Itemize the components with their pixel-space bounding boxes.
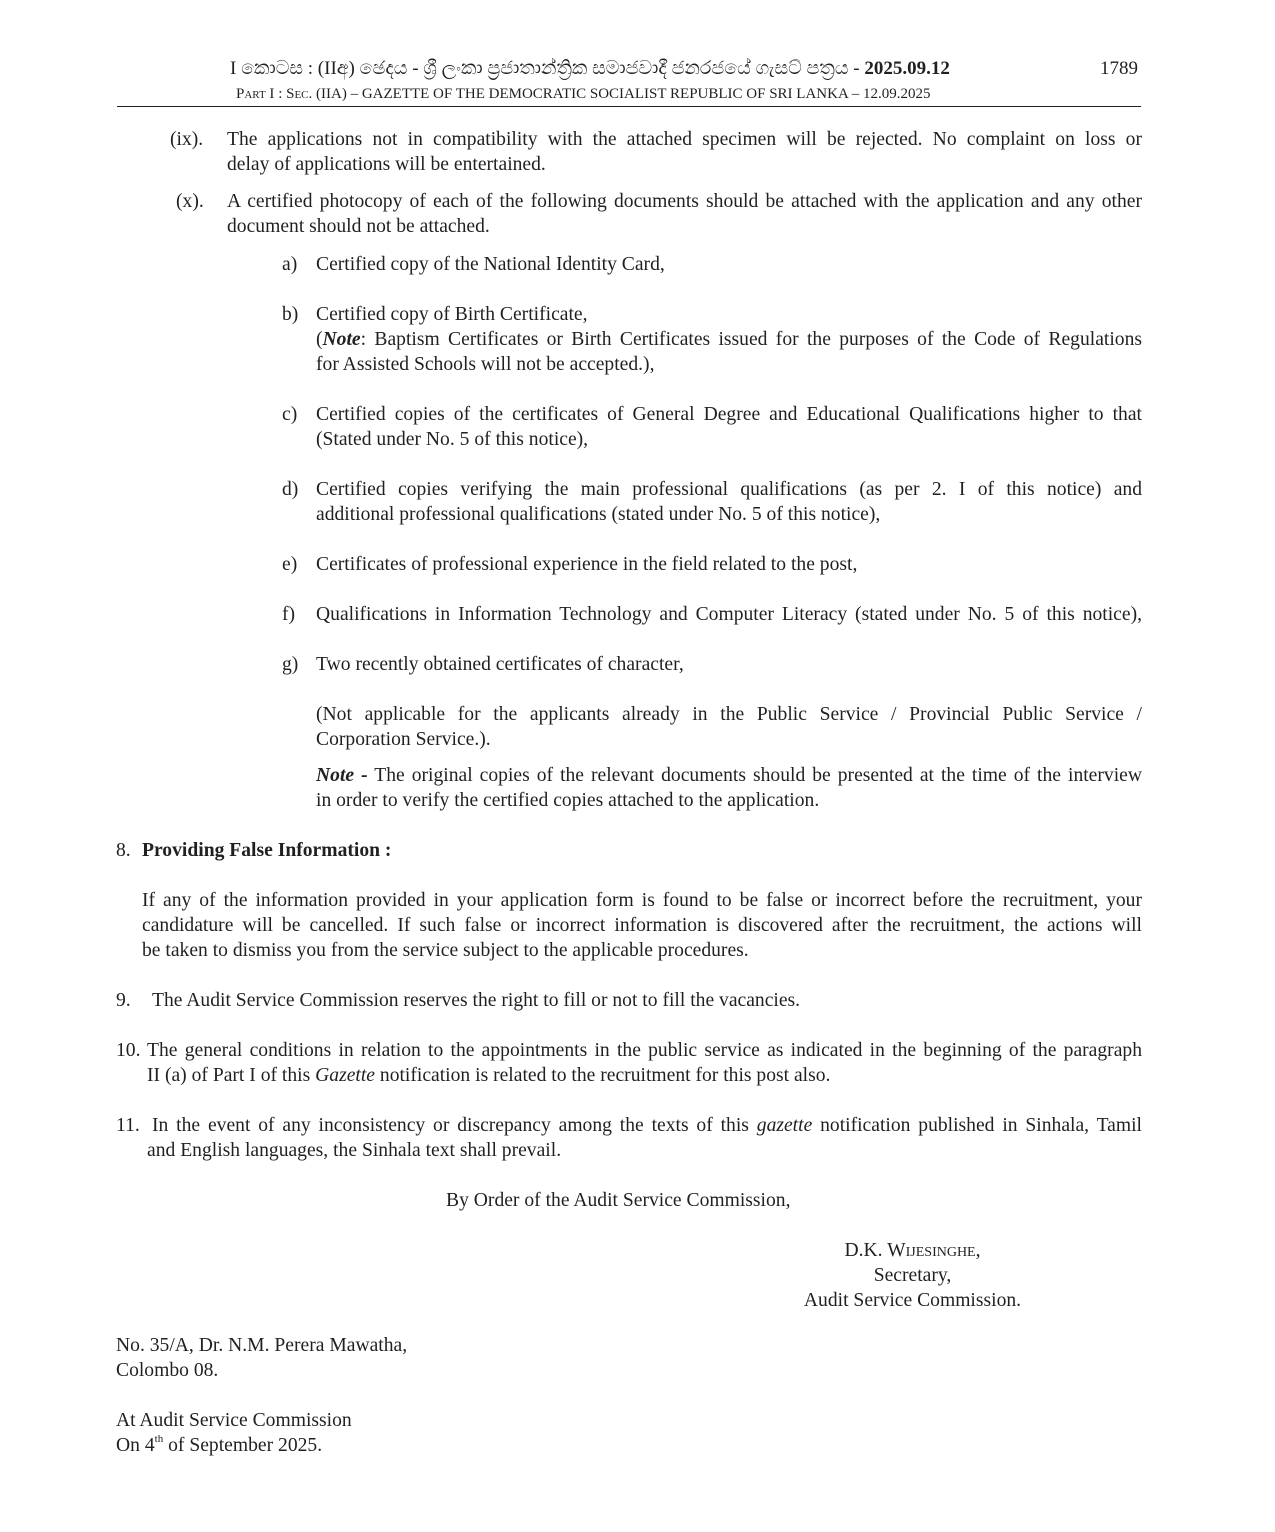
doc-g-text: Two recently obtained certificates of character, xyxy=(316,654,684,675)
header-rule xyxy=(117,106,1141,107)
section8-line3: be taken to dismiss you from the service subject to the applicable procedures. xyxy=(142,940,749,961)
not-applicable-line2: Corporation Service.). xyxy=(316,729,491,750)
dated-line1: At Audit Service Commission xyxy=(116,1410,352,1431)
signatory-name-text: D.K. Wijesinghe, xyxy=(844,1240,981,1261)
signatory-name xyxy=(780,1238,1045,1263)
sinhala-header-date: 2025.09.12 xyxy=(864,58,950,79)
section10-line2-pre: II (a) of Part I of this xyxy=(147,1065,316,1086)
doc-c-line1: Certified copies of the certificates of General Degree and Educational Qualifications higher to that xyxy=(316,404,1142,425)
doc-a-text: Certified copy of the National Identity Card, xyxy=(316,254,665,275)
by-order-line: By Order of the Audit Service Commission, xyxy=(446,1190,791,1211)
item-ix-line2: delay of applications will be entertained. xyxy=(227,154,546,175)
item-x-line2: document should not be attached. xyxy=(227,216,490,237)
section9-number: 9. xyxy=(116,990,131,1011)
section8-line1: If any of the information provided in your application form is found to be false or incorrect before the recruitment, your xyxy=(142,890,1142,911)
dated-line2 xyxy=(116,1433,322,1458)
dated-ordinal-suffix: th xyxy=(154,1433,164,1445)
section9-text: The Audit Service Commission reserves the right to fill or not to fill the vacancies. xyxy=(152,990,801,1011)
doc-b-line1: Certified copy of Birth Certificate, xyxy=(316,304,588,325)
page-number: 1789 xyxy=(1100,58,1138,79)
section11-number: 11. xyxy=(116,1115,140,1136)
signatory-organization: Audit Service Commission. xyxy=(803,1290,1022,1311)
section11-line1-post: notification published in Sinhala, Tamil xyxy=(812,1115,1142,1136)
doc-b-line2-rest: : Baptism Certificates or Birth Certificates issued for the purposes of the Code of Regulations xyxy=(360,329,1142,350)
note-line2: in order to verify the certified copies attached to the application. xyxy=(316,790,820,811)
item-ix-line1: The applications not in compatibility with the attached specimen will be rejected. No complaint on loss or xyxy=(227,129,1142,150)
item-x-number: (x). xyxy=(176,191,204,212)
section11-line1-pre: In the event of any inconsistency or discrepancy among the texts of this xyxy=(152,1115,757,1136)
doc-f-text: Qualifications in Information Technology and Computer Literacy (stated under No. 5 of this notice), xyxy=(316,604,1142,625)
doc-b-line2 xyxy=(316,327,1142,352)
english-header-sep: : xyxy=(274,86,287,102)
sinhala-header-text: I කොටස : (IIඅ) ඡෙදය - ශ්‍රී ලංකා ප්‍රජාතාන්ත්‍රික සමාජවාදී ජනරජයේ ගැසට් පත්‍රය - xyxy=(230,58,865,79)
section10-gazette-word: Gazette xyxy=(315,1065,375,1086)
note-line1-rest: The original copies of the relevant documents should be presented at the time of the interview xyxy=(367,765,1142,786)
doc-b-note-open: ( xyxy=(316,329,323,350)
section11-gazette-word: gazette xyxy=(756,1115,813,1136)
doc-e-label: e) xyxy=(282,554,298,575)
doc-b-label: b) xyxy=(282,304,299,325)
doc-b-line3: for Assisted Schools will not be accepted.), xyxy=(316,354,655,375)
section8-line2: candidature will be cancelled. If such false or incorrect information is discovered after the recruitment, the actions will xyxy=(142,915,1142,936)
section11-line2: and English languages, the Sinhala text shall prevail. xyxy=(147,1140,562,1161)
signatory-title: Secretary, xyxy=(873,1265,952,1286)
doc-b-note-word: Note xyxy=(322,329,361,350)
english-header-sec: Sec. xyxy=(286,86,313,102)
section11-line1 xyxy=(152,1113,1142,1138)
english-header-part: Part I xyxy=(236,86,275,102)
address-line2: Colombo 08. xyxy=(116,1360,219,1381)
doc-g-label: g) xyxy=(282,654,299,675)
doc-c-label: c) xyxy=(282,404,298,425)
doc-f-label: f) xyxy=(282,604,296,625)
not-applicable-line1: (Not applicable for the applicants already in the Public Service / Provincial Public Service / xyxy=(316,704,1142,725)
section8-number: 8. xyxy=(116,840,131,861)
section10-line2 xyxy=(147,1063,1142,1088)
section10-line1: The general conditions in relation to the appointments in the public service as indicated in the beginning of the paragraph xyxy=(147,1040,1142,1061)
doc-e-text: Certificates of professional experience in the field related to the post, xyxy=(316,554,858,575)
item-ix-number: (ix). xyxy=(170,129,204,150)
note-word: Note - xyxy=(316,765,368,786)
section10-number: 10. xyxy=(116,1040,141,1061)
dated-line2-post: of September 2025. xyxy=(163,1435,323,1456)
note-line1 xyxy=(316,763,1142,788)
item-x-line1: A certified photocopy of each of the following documents should be attached with the application and any other xyxy=(227,191,1142,212)
dated-line2-pre: On 4 xyxy=(116,1435,155,1456)
english-header-rest: (IIA) – GAZETTE OF THE DEMOCRATIC SOCIALIST REPUBLIC OF SRI LANKA – 12.09.2025 xyxy=(312,86,931,102)
section8-heading: Providing False Information : xyxy=(142,840,392,861)
doc-d-label: d) xyxy=(282,479,299,500)
section10-line2-post: notification is related to the recruitment for this post also. xyxy=(375,1065,831,1086)
address-line1: No. 35/A, Dr. N.M. Perera Mawatha, xyxy=(116,1335,408,1356)
doc-d-line1: Certified copies verifying the main professional qualifications (as per 2. I of this notice) and xyxy=(316,479,1142,500)
sinhala-header xyxy=(230,56,950,81)
doc-c-line2: (Stated under No. 5 of this notice), xyxy=(316,429,589,450)
english-header xyxy=(236,82,930,107)
doc-d-line2: additional professional qualifications (stated under No. 5 of this notice), xyxy=(316,504,881,525)
doc-a-label: a) xyxy=(282,254,298,275)
